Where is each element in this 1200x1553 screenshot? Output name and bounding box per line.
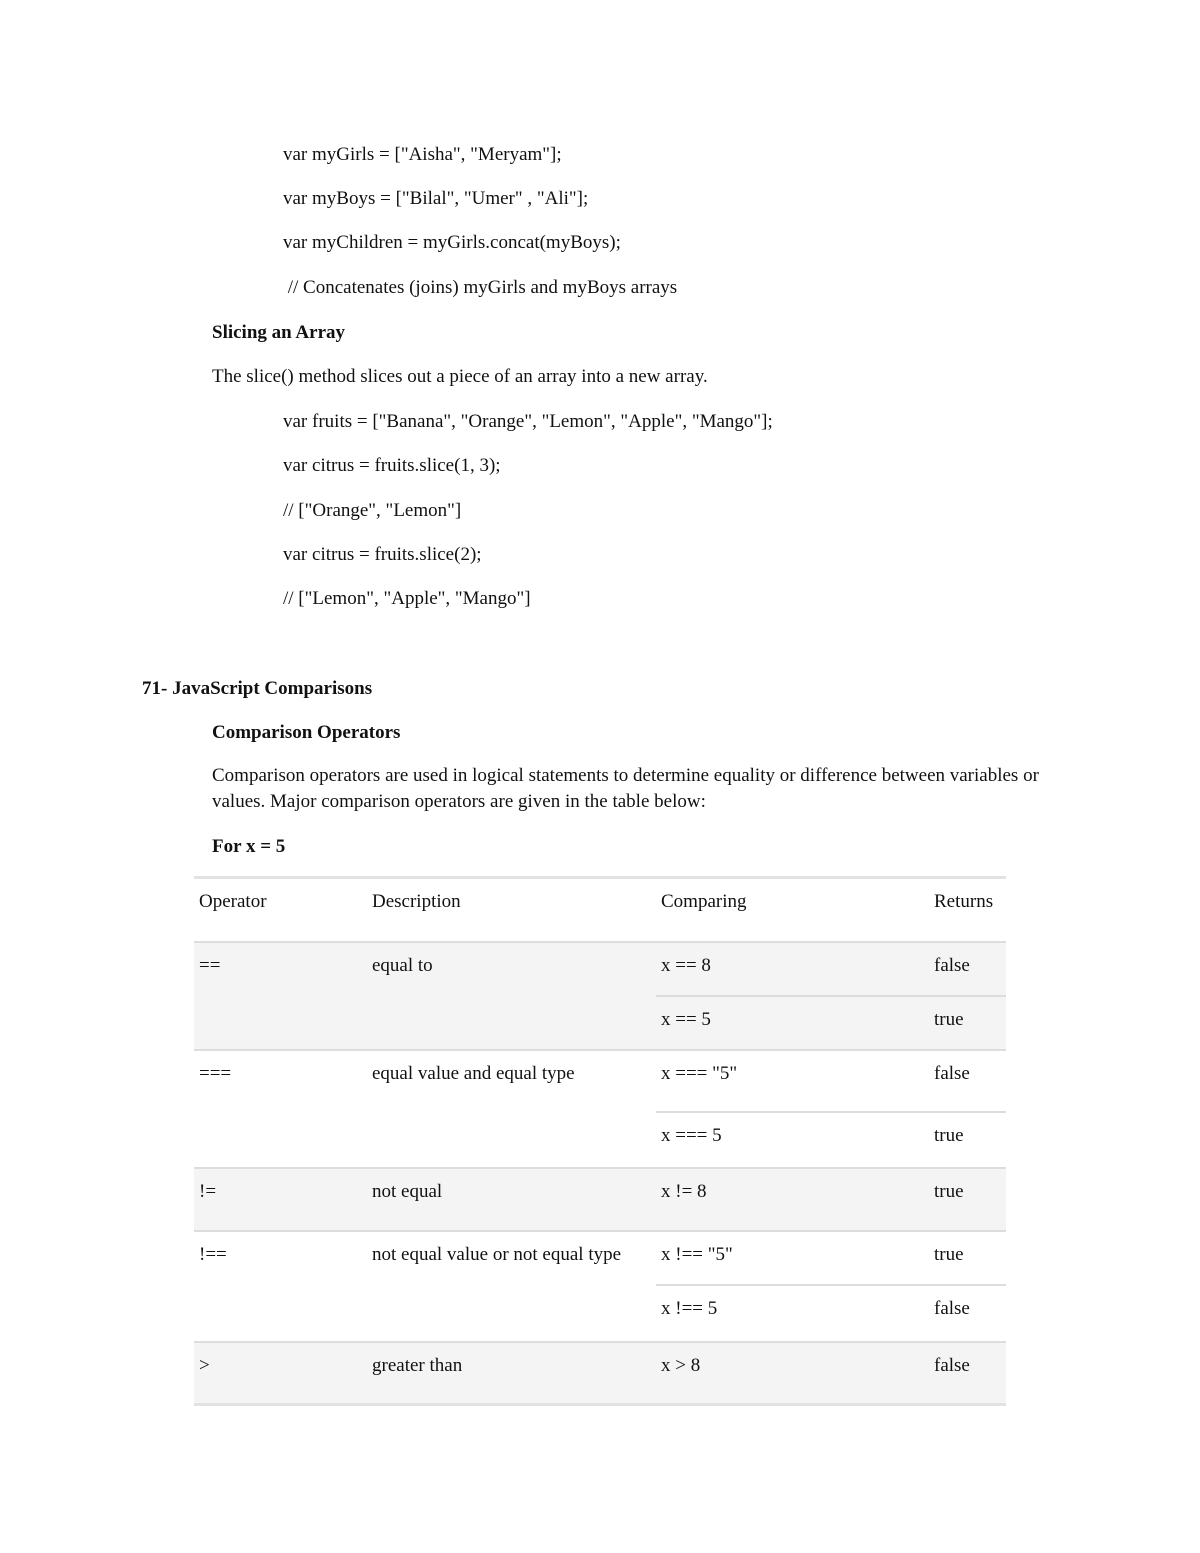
description-cell: equal to bbox=[367, 942, 656, 1050]
comparing-cell: x > 8 bbox=[656, 1342, 929, 1404]
returns-cell: true bbox=[929, 1112, 1006, 1168]
description-cell: greater than bbox=[367, 1342, 656, 1404]
comparison-table bbox=[194, 876, 1006, 1406]
operator-cell: != bbox=[194, 1168, 367, 1231]
header-returns: Returns bbox=[929, 878, 1006, 943]
table-header-row bbox=[194, 878, 1006, 943]
code-line: var citrus = fruits.slice(1, 3); bbox=[283, 455, 501, 476]
returns-cell: true bbox=[929, 1168, 1006, 1231]
returns-cell: true bbox=[929, 1231, 1006, 1285]
slicing-heading: Slicing an Array bbox=[212, 322, 346, 343]
operator-cell: == bbox=[194, 942, 367, 1050]
code-comment: // ["Orange", "Lemon"] bbox=[283, 500, 462, 521]
table-row bbox=[194, 1168, 1006, 1231]
code-line: var myBoys = ["Bilal", "Umer" , "Ali"]; bbox=[283, 188, 589, 209]
header-operator: Operator bbox=[194, 878, 367, 943]
comparing-cell: x == 8 bbox=[656, 942, 929, 996]
code-line: var citrus = fruits.slice(2); bbox=[283, 544, 482, 565]
comparing-cell: x !== 5 bbox=[656, 1285, 929, 1342]
operator-cell: !== bbox=[194, 1231, 367, 1342]
comparing-cell: x === "5" bbox=[656, 1050, 929, 1112]
comparing-cell: x === 5 bbox=[656, 1112, 929, 1168]
table-row bbox=[194, 1050, 1006, 1112]
table-row bbox=[194, 1342, 1006, 1404]
description-cell: not equal value or not equal type bbox=[367, 1231, 656, 1342]
returns-cell: false bbox=[929, 1342, 1006, 1404]
header-comparing: Comparing bbox=[656, 878, 929, 943]
code-comment: // Concatenates (joins) myGirls and myBoys arrays bbox=[283, 277, 678, 298]
table-row bbox=[194, 1231, 1006, 1285]
returns-cell: false bbox=[929, 1050, 1006, 1112]
description-cell: equal value and equal type bbox=[367, 1050, 656, 1168]
description-cell: not equal bbox=[367, 1168, 656, 1231]
comparing-cell: x == 5 bbox=[656, 996, 929, 1050]
for-label: For x = 5 bbox=[212, 836, 286, 857]
section-title: 71- JavaScript Comparisons bbox=[142, 678, 373, 699]
returns-cell: true bbox=[929, 996, 1006, 1050]
code-comment: // ["Lemon", "Apple", "Mango"] bbox=[283, 588, 531, 609]
returns-cell: false bbox=[929, 942, 1006, 996]
subheading: Comparison Operators bbox=[212, 722, 401, 743]
operator-cell: === bbox=[194, 1050, 367, 1168]
returns-cell: false bbox=[929, 1285, 1006, 1342]
intro-paragraph: Comparison operators are used in logical statements to determine equality or difference between variables or values. Major comparison operators are given in the table below: bbox=[212, 765, 1039, 812]
slicing-description: The slice() method slices out a piece of an array into a new array. bbox=[212, 366, 708, 387]
code-line: var fruits = ["Banana", "Orange", "Lemon", "Apple", "Mango"]; bbox=[283, 411, 773, 432]
code-line: var myChildren = myGirls.concat(myBoys); bbox=[283, 232, 621, 253]
code-line: var myGirls = ["Aisha", "Meryam"]; bbox=[283, 144, 562, 165]
comparing-cell: x != 8 bbox=[656, 1168, 929, 1231]
operator-cell: > bbox=[194, 1342, 367, 1404]
header-description: Description bbox=[367, 878, 656, 943]
table-row bbox=[194, 942, 1006, 996]
comparing-cell: x !== "5" bbox=[656, 1231, 929, 1285]
